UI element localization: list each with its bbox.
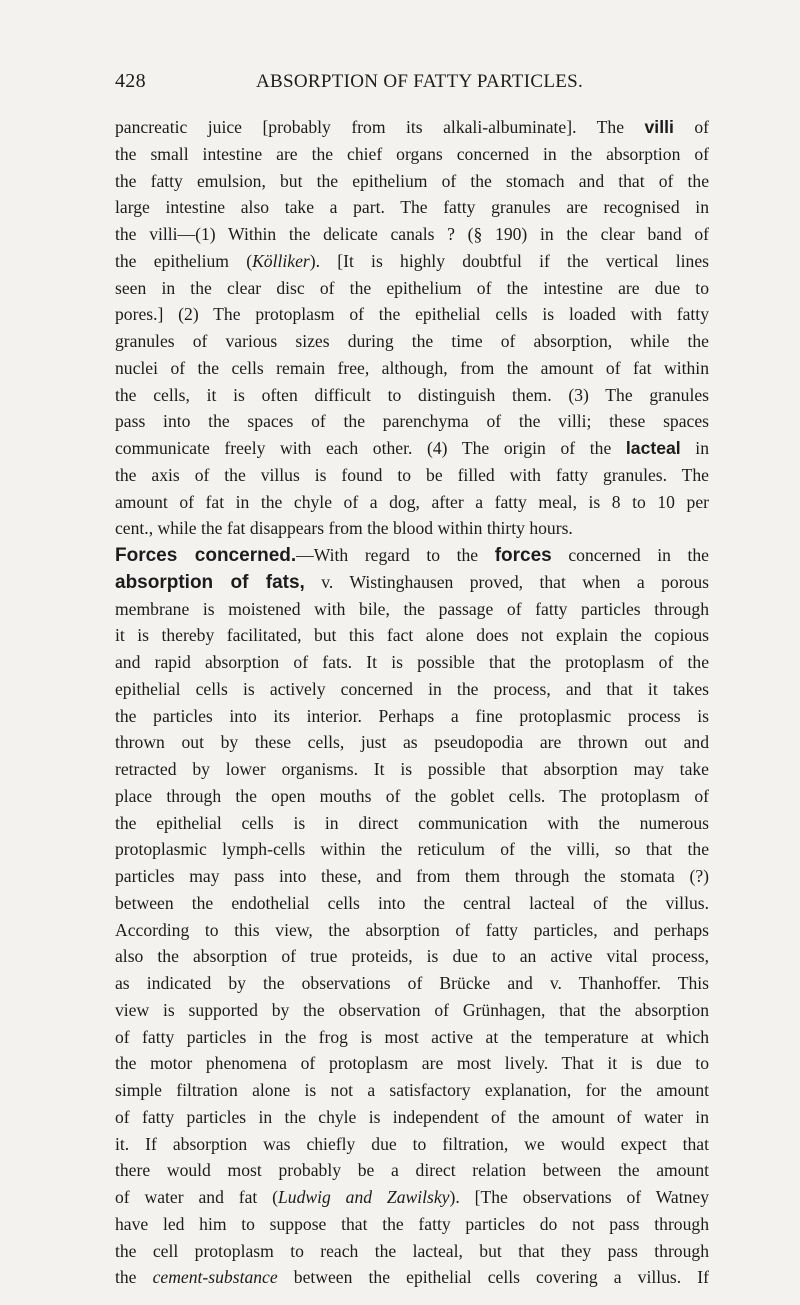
text-line: cent., while the fat disappears from the blood within thirty hours. bbox=[115, 518, 573, 539]
text-line: protoplasmic lymph-cells within the reticulum of the villi, so that the bbox=[115, 839, 709, 860]
page-number: 428 bbox=[115, 70, 146, 92]
running-title: ABSORPTION OF FATTY PARTICLES. bbox=[256, 71, 584, 92]
text-line: of fatty particles in the chyle is independent of the amount of water in bbox=[115, 1106, 709, 1127]
section-heading-line: Forces concerned.—With regard to the forces concerned in the bbox=[115, 545, 709, 566]
text-line: it. If absorption was chiefly due to filtration, we would expect that bbox=[115, 1133, 709, 1154]
text-line: pancreatic juice [probably from its alkali-albuminate]. The villi of bbox=[115, 117, 709, 137]
text-line: communicate freely with each other. (4) The origin of the lacteal in bbox=[115, 438, 709, 458]
text-line: it is thereby facilitated, but this fact alone does not explain the copious bbox=[115, 625, 709, 646]
text-line: the cells, it is often difficult to distinguish them. (3) The granules bbox=[115, 384, 709, 405]
text-line: pass into the spaces of the parenchyma of the villi; these spaces bbox=[115, 411, 709, 432]
text-line: as indicated by the observations of Brücke and v. Thanhoffer. This bbox=[115, 973, 709, 993]
text-line: the particles into its interior. Perhaps a fine protoplasmic process is bbox=[115, 705, 709, 726]
text-line: particles may pass into these, and from them through the stomata (?) bbox=[115, 866, 709, 886]
text-line: have led him to suppose that the fatty particles do not pass through bbox=[115, 1213, 709, 1234]
italic-term: cement-substance bbox=[152, 1267, 278, 1288]
text-line: amount of fat in the chyle of a dog, after a fatty meal, is 8 to 10 per bbox=[115, 491, 709, 512]
text-line: the motor phenomena of protoplasm are most lively. That it is due to bbox=[115, 1053, 709, 1074]
bold-term: villi bbox=[644, 117, 674, 137]
text-line: place through the open mouths of the goblet cells. The protoplasm of bbox=[115, 785, 709, 806]
text-line: also the absorption of true proteids, is due to an active vital process, bbox=[115, 946, 709, 967]
text-line: absorption of fats, v. Wistinghausen proved, that when a porous bbox=[115, 571, 709, 593]
text-line: thrown out by these cells, just as pseudopodia are thrown out and bbox=[115, 732, 709, 753]
text-line: According to this view, the absorption of fatty particles, and perhaps bbox=[115, 919, 709, 940]
text-line: pores.] (2) The protoplasm of the epithelial cells is loaded with fatty bbox=[115, 304, 709, 325]
running-header bbox=[115, 70, 705, 100]
text-line: nuclei of the cells remain free, although, from the amount of fat within bbox=[115, 357, 709, 378]
text-line: the villi—(1) Within the delicate canals ? (§ 190) in the clear band of bbox=[115, 224, 709, 244]
text-line: simple filtration alone is not a satisfactory explanation, for the amount bbox=[115, 1080, 709, 1100]
text-line: the cell protoplasm to reach the lacteal, but that they pass through bbox=[115, 1240, 709, 1261]
body-text bbox=[115, 114, 709, 1291]
bold-term: absorption of fats, bbox=[115, 571, 305, 593]
text-line: seen in the clear disc of the epithelium of the intestine are due to bbox=[115, 277, 709, 298]
text-line: the epithelium (Kölliker). [It is highly doubtful if the vertical lines bbox=[115, 250, 709, 271]
text-line: epithelial cells is actively concerned in the process, and that it takes bbox=[115, 678, 709, 699]
text-line: the epithelial cells is in direct communication with the numerous bbox=[115, 812, 709, 833]
text-line: view is supported by the observation of Grünhagen, that the absorption bbox=[115, 999, 709, 1020]
bold-term: lacteal bbox=[625, 438, 681, 458]
text-line: large intestine also take a part. The fatty granules are recognised in bbox=[115, 197, 709, 218]
text-line: of fatty particles in the frog is most active at the temperature at which bbox=[115, 1026, 709, 1047]
bold-term: forces bbox=[494, 545, 552, 566]
italic-citation: Ludwig and Zawilsky bbox=[278, 1187, 450, 1207]
italic-citation: Kölliker bbox=[252, 250, 310, 271]
section-heading: Forces concerned. bbox=[115, 545, 297, 566]
text-line: the axis of the villus is found to be filled with fatty granules. The bbox=[115, 464, 709, 485]
text-line: there would most probably be a direct relation between the amount bbox=[115, 1160, 709, 1181]
text-line: membrane is moistened with bile, the passage of fatty particles through bbox=[115, 598, 709, 619]
text-line: between the endothelial cells into the central lacteal of the villus. bbox=[115, 892, 709, 913]
text-line: the small intestine are the chief organs concerned in the absorption of bbox=[115, 143, 709, 164]
text-line: granules of various sizes during the time of absorption, while the bbox=[115, 331, 709, 351]
text-line: the cement-substance between the epithelial cells covering a villus. If bbox=[115, 1267, 709, 1288]
text-line: retracted by lower organisms. It is possible that absorption may take bbox=[115, 759, 709, 779]
text-line: the fatty emulsion, but the epithelium of the stomach and that of the bbox=[115, 170, 709, 191]
text-line: and rapid absorption of fats. It is possible that the protoplasm of the bbox=[115, 652, 709, 672]
text-line: of water and fat (Ludwig and Zawilsky). [The observations of Watney bbox=[115, 1187, 709, 1207]
